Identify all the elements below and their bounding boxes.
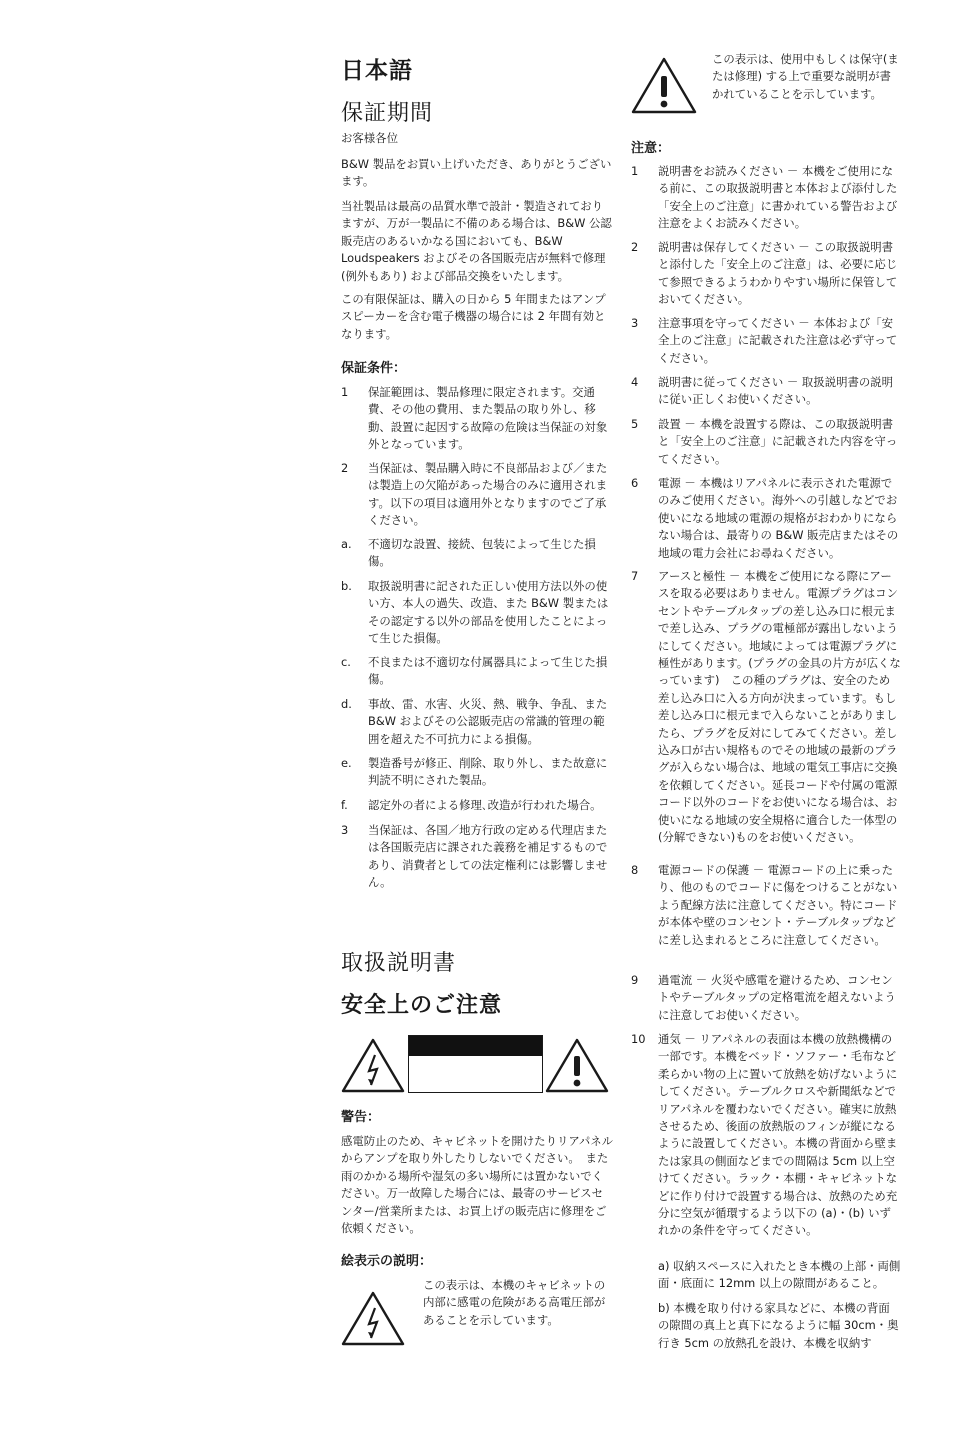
caution-number: 4: [631, 375, 639, 389]
caution-text: 説明書は保存してください － この取扱説明書と添付した「安全上のご注意」は、必要に応じて参照できるようわかりやすい場所に保管しておいてください。: [658, 240, 898, 307]
greeting: お客様各位: [341, 131, 398, 145]
caution-number: 9: [631, 973, 639, 987]
lightning-symbol-description: この表示は、本機のキャビネットの内部に感電の危険がある高電圧部があることを示しています。: [423, 1278, 606, 1327]
condition-text: 当保証は、製品購入時に不良部品および／または製造上の欠陥があった場合のみに適用されます。以下の項目は適用外となりますのでご了承ください。: [368, 461, 608, 528]
exclamation-symbol-icon: [631, 56, 697, 114]
manual-title: 取扱説明書: [341, 951, 457, 976]
condition-number: f.: [341, 798, 348, 812]
condition-text: 不適切な設置、接続、包装によって生じた損傷。: [368, 537, 596, 569]
condition-text: 保証範囲は、製品修理に限定されます。交通費、その他の費用、また製品の取り外し、移動、設置に起因する故障の危険は当保証の対象外となっています。: [368, 385, 608, 452]
condition-text: 当保証は、各国／地方行政の定める代理店または各国販売店に課された義務を補足するものであり、消費者としての法定権利には影響しません。: [368, 823, 608, 890]
caution-text: 電源 － 本機はリアパネルに表示された電源でのみご使用ください。海外への引越しなどでお使いになる地域の電源の規格がおわかりにならない場合は、最寄りの B&W 販売店またはその地域の電力会社にお尋ねください。: [658, 476, 899, 560]
condition-text: 認定外の者による修理､改造が行われた場合。: [368, 798, 602, 812]
symbols-heading: 絵表示の説明：: [341, 1254, 433, 1269]
lightning-symbol-icon: [341, 1290, 405, 1346]
warning-label-box: [408, 1035, 543, 1093]
condition-number: 3: [341, 823, 349, 837]
ventilation-condition-a: a) 収納スペースに入れたとき本機の上部・両側面・底面に 12mm 以上の隙間があること。: [658, 1259, 901, 1291]
intro-paragraph: B&W 製品をお買い上げいただき、ありがとうございます。: [341, 157, 612, 189]
condition-text: 不良または不適切な付属器具によって生じた損傷。: [368, 655, 608, 687]
warranty-title: 保証期間: [341, 101, 434, 126]
ventilation-condition-b: b) 本機を取り付ける家具などに、本機の背面の隙間の真上と真下になるように幅 30cm・奥行き 5cm の放熱孔を設け、本機を収納す: [658, 1301, 899, 1350]
lightning-warning-icon: [341, 1037, 405, 1093]
condition-number: e.: [341, 756, 352, 770]
condition-text: 製造番号が修正、削除、取り外し、また故意に判読不明にされた製品。: [368, 756, 608, 788]
safety-title: 安全上のご注意: [341, 993, 503, 1018]
caution-text: 注意事項を守ってください － 本体および「安全上のご注意」に記載された注意は必ず守ってください。: [658, 316, 898, 365]
condition-text: 取扱説明書に記された正しい使用方法以外の使い方、本人の過失、改造、また B&W 製またはその認定する以外の部品を使用したことによって生じた損傷。: [368, 579, 609, 646]
caution-text: 設置 － 本機を設置する際は、この取扱説明書と「安全上のご注意」に記載された内容を守ってください。: [658, 417, 898, 466]
caution-number: 7: [631, 569, 639, 583]
condition-number: a.: [341, 537, 352, 551]
warning-text: 感電防止のため、キャビネットを開けたりリアパネルからアンプを取り外したりしないでください。 また雨のかかる場所や湿気の多い場所には置かないでください。万一故障した場合には、最寄のサービスセンター/営業所または、お買上げの販売店に修理をご依頼ください。: [341, 1134, 614, 1236]
warranty-paragraph: 当社製品は最高の品質水準で設計・製造されておりますが、万が一製品に不備のある場合は、B&W 公認販売店のあるいかなる国においても、B&W Loudspeakers およびその各国販売店が無料で修理(例外もあり) および部品交換をいたします。: [341, 199, 612, 283]
language-title: 日本語: [341, 58, 413, 84]
warning-heading: 警告：: [341, 1110, 381, 1125]
condition-number: 2: [341, 461, 349, 475]
caution-text: アースと極性 － 本機をご使用になる際にアースを取る必要はありません。電源プラグはコンセントやテーブルタップの差し込み口に根元まで差し込み、プラグの電極部が露出しないようにしてください。地域によっては電源プラグに極性があります。(プラグの金具の片方が広くなっています) この種のプラグは、安全のため差し込み口に入る方向が決まっています。もし差し込み口に根元まで入らないことがありましたら、プラグを反対にしてみてください。差し込み口が古い規格ものでその地域の最新のプラグが入らない場合は、地域の電気工事店に交換を依頼してください。延長コードや付属の電源コード以外のコードをお使いになる場合は、お使いになる地域の安全規格に適合した一体型の(分解できない)ものをお使いください。: [658, 569, 901, 845]
condition-number: b.: [341, 579, 352, 593]
caution-text: 過電流 － 火災や感電を避けるため、コンセントやテーブルタップの定格電流を超えないように注意してお使いください。: [658, 973, 896, 1022]
caution-heading: 注意：: [631, 141, 671, 156]
caution-number: 2: [631, 240, 639, 254]
caution-number: 10: [631, 1032, 646, 1046]
caution-text: 説明書に従ってください － 取扱説明書の説明に従い正しくお使いください。: [658, 375, 894, 407]
caution-number: 5: [631, 417, 639, 431]
warning-label-bar: [409, 1036, 542, 1056]
exclamation-warning-icon: [545, 1037, 609, 1093]
exclamation-symbol-description: この表示は、使用中もしくは保守(または修理) する上で重要な説明が書かれていることを示しています。: [712, 52, 899, 101]
caution-text: 通気 － リアパネルの表面は本機の放熱機構の一部です。本機をベッド・ソファー・毛布など柔らかい物の上に置いて放熱を妨げないようにしてください。テーブルクロスや新聞紙などでリアパネルを覆わないでください。確実に放熱させるため、後面の放熱版のフィンが縦になるように設置してください。本機の背面から壁または家具の側面などまでの間隔は 5cm 以上空けてください。ラック・本棚・キャビネットなどに作り付けで設置する場合は、放熱のため充分に空気が循環するよう以下の (a)・(b) いずれかの条件を守ってください。: [658, 1032, 898, 1238]
warranty-period-paragraph: この有限保証は、購入の日から 5 年間またはアンプスピーカーを含む電子機器の場合には 2 年間有効となります。: [341, 292, 606, 341]
caution-text: 電源コードの保護 － 電源コードの上に乗ったり、他のものでコードに傷をつけることがないよう配線方法に注意してください。特にコードが本体や壁のコンセント・テーブルタップなどに差し込まれるところに注意してください。: [658, 863, 898, 947]
condition-text: 事故、雷、水害、火災、熱、戦争、争乱、また B&W およびその公認販売店の常識的管理の範囲を超えた不可抗力による損傷。: [368, 697, 608, 746]
conditions-heading: 保証条件：: [341, 361, 407, 376]
condition-number: c.: [341, 655, 351, 669]
caution-number: 8: [631, 863, 639, 877]
caution-number: 1: [631, 164, 639, 178]
condition-number: 1: [341, 385, 349, 399]
caution-text: 説明書をお読みください － 本機をご使用になる前に、この取扱説明書と本体および添付した「安全上のご注意」に書かれている警告および注意をよくお読みください。: [658, 164, 898, 231]
caution-number: 6: [631, 476, 639, 490]
condition-number: d.: [341, 697, 352, 711]
caution-number: 3: [631, 316, 639, 330]
